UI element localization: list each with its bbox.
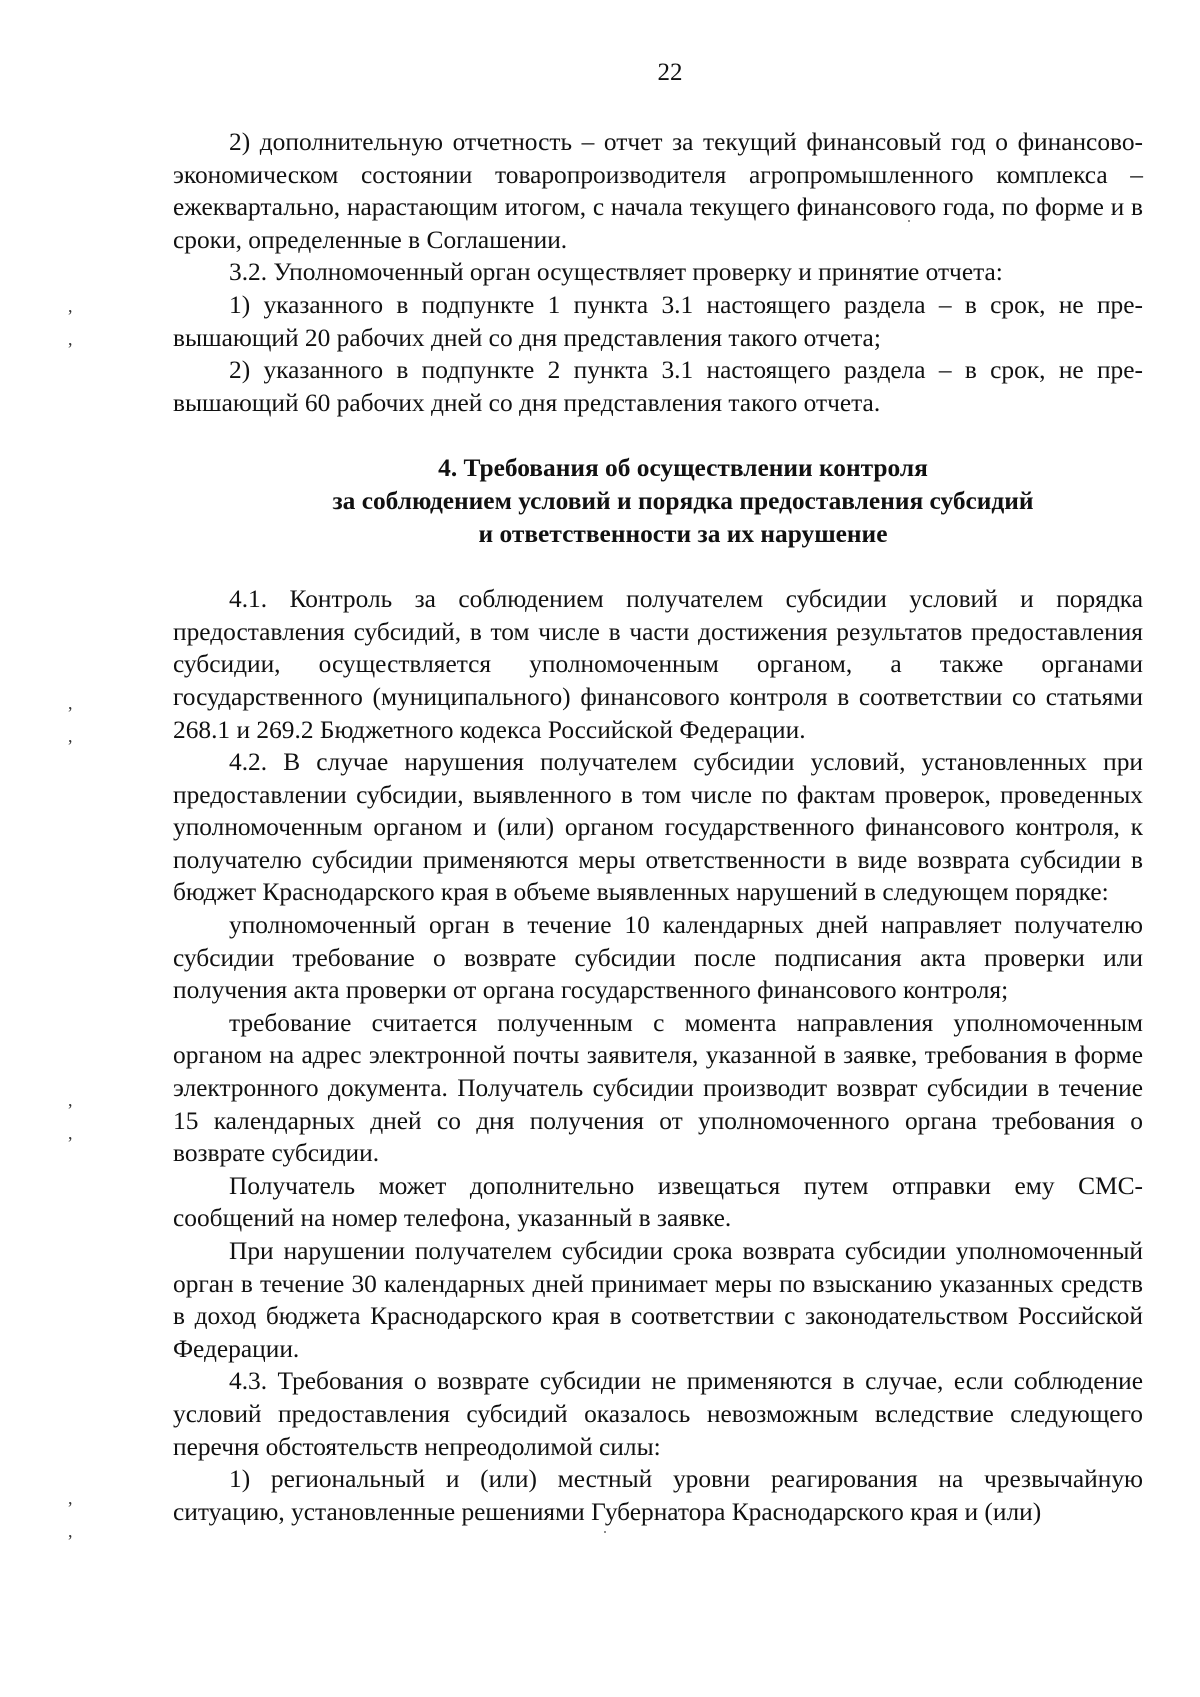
paragraph-claim-sending: уполномоченный орган в течение 10 календарных дней направляет получателю субсидии требование о возврате субсидии после подписания акта проверки или получения акта проверки от органа государственного финансового контроля; (173, 911, 1143, 1005)
paragraph-4-3: 4.3. Требования о возврате субсидии не применяются в случае, если соблюдение условий предоставления субсидий оказалось невозможным вследствие следующего перечня обстоятельств непреодолимой силы: (173, 1367, 1143, 1461)
binding-mark: , (68, 726, 73, 746)
binding-mark: , (68, 1123, 73, 1143)
section-heading-line: 4. Требования об осуществлении контроля (438, 454, 928, 483)
binding-mark: , (68, 1090, 73, 1110)
binding-mark: , (68, 329, 73, 349)
binding-mark: , (68, 296, 73, 316)
document-body (173, 126, 1143, 1528)
section-heading-line: и ответственности за их нарушение (478, 519, 888, 548)
paragraph-recovery-measures: При нарушении получателем субсидии срока возврата субсидии уполномоченный орган в течение 30 календарных дней принимает меры по взысканию указанных средств в доход бюджета Краснодарского края в соответствии с законодательством Российской Федерации. (173, 1237, 1143, 1363)
paragraph-sms-notice: Получатель может дополнительно извещаться путем отправки ему СМС-сообщений на номер телефона, указанный в заявке. (173, 1171, 1143, 1233)
paragraph-3-2-item-2: 2) указанного в подпункте 2 пункта 3.1 настоящего раздела – в срок, не превышающий 60 рабочих дней со дня представления такого отчета. (173, 356, 1143, 417)
paragraph-4-2: 4.2. В случае нарушения получателем субсидии условий, установленных при предоставлении субсидии, выявленного в том числе по фактам проверок, проведенных уполномоченным органом и (или) органом государственного финансового контроля, к получателю субсидии применяются меры ответственности в виде возврата субсидии в бюджет Краснодарского края в объеме выявленных нарушений в следующем порядке: (173, 748, 1143, 907)
scan-speck (604, 1531, 606, 1533)
binding-mark: , (68, 1521, 73, 1541)
paragraph-3-2-item-1: 1) указанного в подпункте 1 пункта 3.1 настоящего раздела – в срок, не превышающий 20 рабочих дней со дня представления такого отчета; (173, 290, 1143, 352)
paragraph-3-2: 3.2. Уполномоченный орган осуществляет проверку и принятие отчета: (229, 258, 1003, 287)
binding-mark: , (68, 693, 73, 713)
section-heading (173, 452, 1143, 550)
paragraph-4-1: 4.1. Контроль за соблюдением получателем субсидии условий и порядка предоставления субсидий, в том числе в части достижения результатов предоставления субсидии, осуществляется уполномоченным органом, а также органами государственного (муниципального) финансового контроля в соответствии со статьями 268.1 и 269.2 Бюджетного кодекса Российской Федерации. (173, 585, 1143, 744)
paragraph-4-3-item-1: 1) региональный и (или) местный уровни реагирования на чрезвычайную ситуацию, установленные решениями Губернатора Краснодарского края и (или) (173, 1465, 1143, 1526)
binding-mark: , (68, 1488, 73, 1508)
paragraph-additional-reporting: 2) дополнительную отчетность – отчет за текущий финансовый год о финансово-экономическом состоянии товаропроизводителя агропромышленного комплекса – ежеквартально, нарастающим итогом, с начала текущего финансового года, по форме и в сроки, определенные в Соглашении. (173, 128, 1143, 254)
paragraph-claim-received: требование считается полученным с момента направления уполномоченным органом на адрес электронной почты заявителя, указанной в заявке, требования в форме электронного документа. Получатель субсидии производит возврат субсидии в течение 15 календарных дней со дня получения от уполномоченного органа требования о возврате субсидии. (173, 1008, 1143, 1168)
page-number: 22 (657, 59, 683, 86)
section-heading-line: за соблюдением условий и порядка предоставления субсидий (332, 486, 1034, 515)
